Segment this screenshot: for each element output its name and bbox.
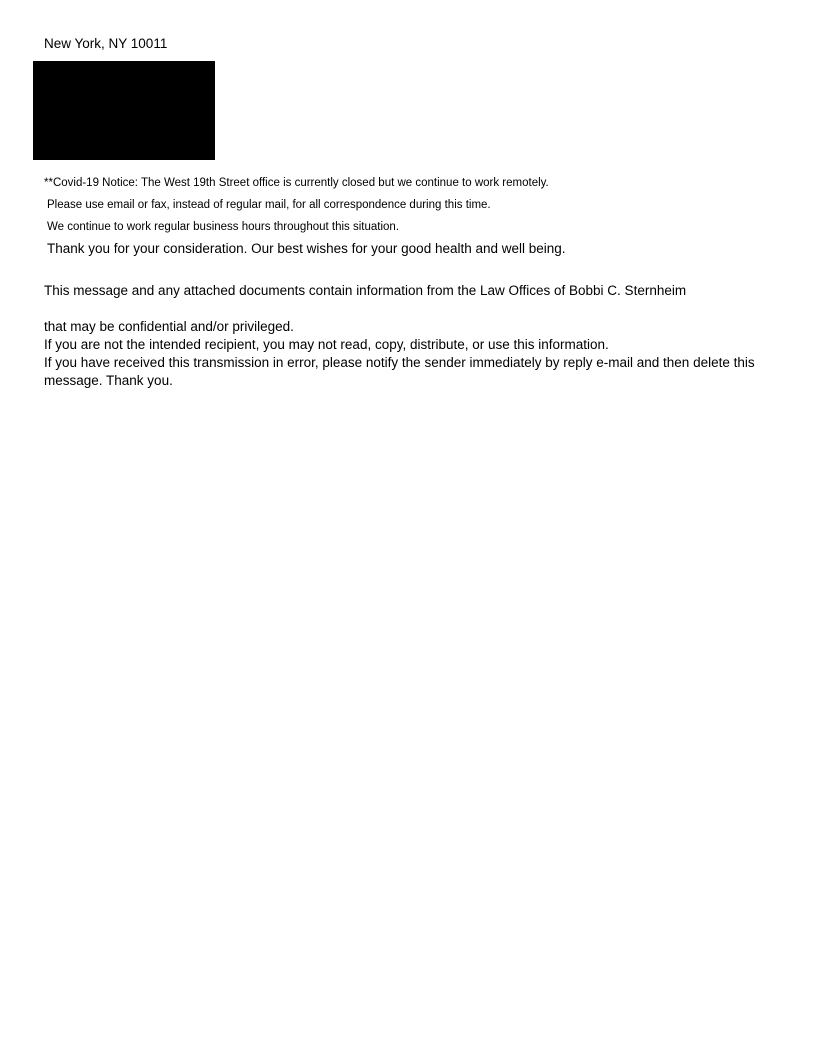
disclaimer-line-4: If you have received this transmission in error, please notify the sender immediately by reply e-mail and then delete this message. Thank you. bbox=[44, 355, 755, 388]
covid-notice-line-1: **Covid-19 Notice: The West 19th Street office is currently closed but we continue to work remotely. bbox=[44, 177, 549, 189]
covid-notice-block bbox=[44, 172, 774, 238]
disclaimer-line-2: that may be confidential and/or privileged. bbox=[44, 319, 294, 334]
covid-notice-line-2: Please use email or fax, instead of regular mail, for all correspondence during this time. bbox=[47, 199, 491, 211]
address-city-state-zip: New York, NY 10011 bbox=[44, 36, 168, 51]
covid-notice-line-3: We continue to work regular business hours throughout this situation. bbox=[47, 221, 400, 233]
disclaimer-spacer bbox=[44, 300, 774, 318]
redaction-block bbox=[33, 61, 215, 160]
closing-thanks-line: Thank you for your consideration. Our best wishes for your good health and well being. bbox=[47, 241, 566, 256]
disclaimer-line-3: If you are not the intended recipient, you may not read, copy, distribute, or use this information. bbox=[44, 337, 609, 352]
disclaimer-line-1: This message and any attached documents contain information from the Law Offices of Bobbi C. Sternheim bbox=[44, 283, 687, 298]
confidentiality-disclaimer bbox=[44, 282, 774, 390]
